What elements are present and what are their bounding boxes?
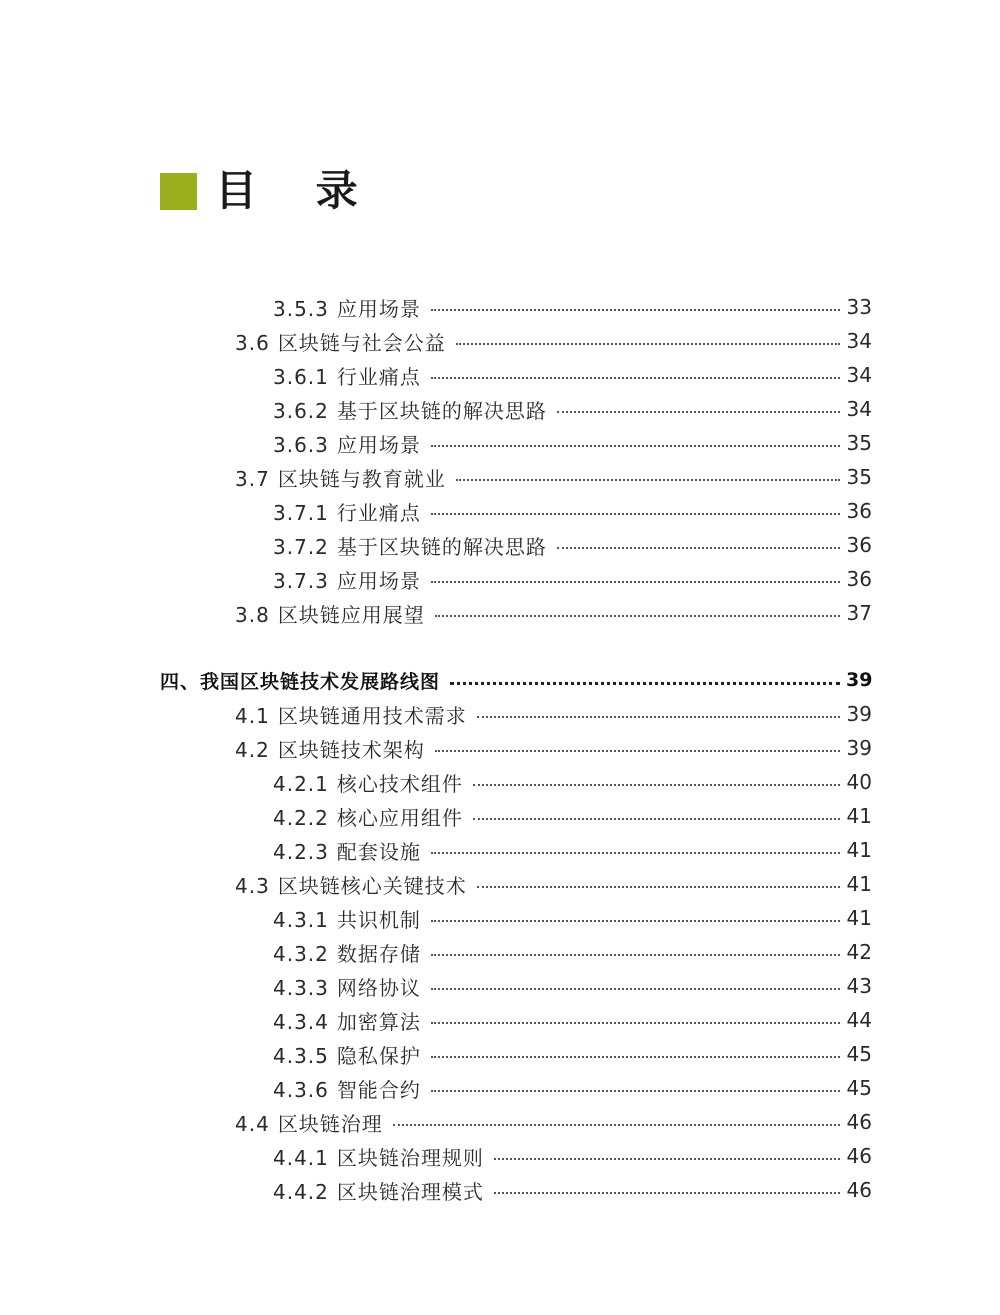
toc-entry-number: 4.2.2 — [273, 805, 329, 830]
dot-leader — [393, 1124, 840, 1126]
toc-page-number: 39 — [846, 702, 872, 726]
toc-entry-number: 3.8 — [235, 602, 270, 627]
toc-entry-label — [235, 734, 425, 763]
toc-entry-number: 4.2 — [235, 737, 270, 762]
toc-entry-title: 应用场景 — [336, 432, 421, 457]
toc-entry-number: 4.3.3 — [273, 975, 329, 1000]
toc-entry[interactable] — [273, 765, 872, 799]
toc-entry[interactable] — [273, 426, 872, 460]
dot-leader — [557, 411, 840, 413]
toc-header — [160, 158, 380, 218]
toc-entry-number: 4.4.2 — [273, 1179, 329, 1204]
toc-entry-title: 智能合约 — [336, 1077, 421, 1102]
toc-page-number: 39 — [846, 669, 873, 691]
dot-leader — [435, 615, 840, 617]
toc-entry[interactable] — [273, 562, 872, 596]
toc-entry-title: 区块链核心关键技术 — [277, 873, 467, 898]
page-title: 目 录 — [215, 166, 380, 215]
dot-leader — [431, 920, 840, 922]
dot-leader — [431, 377, 840, 379]
toc-entry[interactable] — [273, 901, 872, 935]
toc-entry-title: 区块链与社会公益 — [277, 330, 446, 355]
toc-entry-label — [273, 361, 421, 390]
toc-page-number: 34 — [846, 397, 872, 421]
toc-entry-title: 区块链技术架构 — [277, 737, 425, 762]
toc-entry-number: 4.3.1 — [273, 907, 329, 932]
toc-entry[interactable] — [273, 1173, 872, 1207]
toc-page-number: 36 — [846, 567, 872, 591]
toc-entry-title: 共识机制 — [336, 907, 421, 932]
toc-entry-label — [235, 1108, 383, 1137]
toc-entry-title: 区块链与教育就业 — [277, 466, 446, 491]
toc-entry[interactable] — [235, 867, 872, 901]
toc-entry[interactable] — [273, 358, 872, 392]
toc-entry-number: 3.6 — [235, 330, 270, 355]
toc-entry-title: 网络协议 — [336, 975, 421, 1000]
toc-entry-label — [273, 531, 547, 560]
toc-entry-title: 数据存储 — [336, 941, 421, 966]
toc-page-number: 42 — [846, 940, 872, 964]
dot-leader — [431, 954, 840, 956]
dot-leader — [431, 445, 840, 447]
toc-entry-label — [273, 1142, 484, 1171]
dot-leader — [431, 1022, 840, 1024]
toc-entry[interactable] — [273, 1071, 872, 1105]
toc-entry[interactable] — [235, 324, 872, 358]
toc-entry-number: 4.1 — [235, 703, 270, 728]
toc-entry-title: 应用场景 — [336, 296, 421, 321]
toc-page-number: 34 — [846, 329, 872, 353]
toc-entry[interactable] — [235, 697, 872, 731]
toc-entry-label — [273, 972, 421, 1001]
toc-entry-number: 3.5.3 — [273, 296, 329, 321]
toc-entry-label — [273, 565, 421, 594]
dot-leader — [435, 750, 840, 752]
toc-entry-number: 4.2.3 — [273, 839, 329, 864]
dot-leader — [431, 309, 840, 311]
toc-page-number: 45 — [846, 1042, 872, 1066]
toc-entry-number: 3.7.3 — [273, 568, 329, 593]
toc-entry[interactable] — [235, 731, 872, 765]
toc-entry-title: 基于区块链的解决思路 — [336, 534, 547, 559]
toc-entry-label — [273, 395, 547, 424]
toc-entry-label — [273, 1176, 484, 1205]
toc-entry-label — [160, 667, 440, 694]
toc-entry[interactable] — [273, 1037, 872, 1071]
toc-entry-title: 区块链通用技术需求 — [277, 703, 467, 728]
toc-entry-number: 4.3.5 — [273, 1043, 329, 1068]
toc-entry-label — [235, 870, 467, 899]
toc-entry-number: 4.3 — [235, 873, 270, 898]
toc-entry-label — [235, 327, 446, 356]
toc-entry-label — [235, 700, 467, 729]
toc-entry-title: 核心应用组件 — [336, 805, 463, 830]
toc-page-number: 41 — [846, 804, 872, 828]
toc-entry[interactable] — [273, 935, 872, 969]
toc-entry-number: 3.7 — [235, 466, 270, 491]
toc-entry-label — [273, 1006, 421, 1035]
toc-entry[interactable] — [273, 392, 872, 426]
toc-entry[interactable] — [273, 1139, 872, 1173]
toc-page-number: 34 — [846, 363, 872, 387]
toc-entry-label — [273, 836, 421, 865]
toc-entry-number: 4.4.1 — [273, 1145, 329, 1170]
dot-leader — [431, 988, 840, 990]
toc-entry-number: 4.3.2 — [273, 941, 329, 966]
toc-entry-label — [273, 429, 421, 458]
dot-leader — [494, 1192, 840, 1194]
toc-entry-label — [273, 938, 421, 967]
toc-entry-number: 四、 — [160, 670, 201, 693]
dot-leader — [477, 716, 840, 718]
toc-page-number: 43 — [846, 974, 872, 998]
toc-page-number: 33 — [846, 295, 872, 319]
toc-entry-label — [235, 599, 425, 628]
toc-entry-label — [273, 293, 421, 322]
dot-leader — [450, 682, 840, 685]
toc-page-number: 37 — [846, 601, 872, 625]
toc-page-number: 45 — [846, 1076, 872, 1100]
toc-entry-label — [273, 1074, 421, 1103]
toc-entry-number: 3.6.2 — [273, 398, 329, 423]
toc-entry-number: 3.6.3 — [273, 432, 329, 457]
toc-entry-label — [273, 768, 463, 797]
dot-leader — [431, 513, 840, 515]
toc-entry-number: 3.7.2 — [273, 534, 329, 559]
toc-entry-title: 区块链治理 — [277, 1111, 383, 1136]
toc-entry[interactable] — [273, 833, 872, 867]
toc-entry-number: 4.4 — [235, 1111, 270, 1136]
toc-entry[interactable] — [273, 528, 872, 562]
accent-square — [160, 173, 197, 210]
toc-entry-number: 4.2.1 — [273, 771, 329, 796]
toc-entry-title: 配套设施 — [336, 839, 421, 864]
dot-leader — [477, 886, 840, 888]
toc-entry-number: 3.7.1 — [273, 500, 329, 525]
toc-entry[interactable] — [273, 494, 872, 528]
toc-entry-title: 行业痛点 — [336, 364, 421, 389]
toc-page-number: 40 — [846, 770, 872, 794]
toc-entry-title: 应用场景 — [336, 568, 421, 593]
toc-entry-label — [273, 497, 421, 526]
dot-leader — [473, 818, 840, 820]
toc-page-number: 35 — [846, 465, 872, 489]
toc-entry[interactable] — [273, 969, 872, 1003]
toc-chapter-entry[interactable] — [160, 663, 872, 697]
toc-entry[interactable] — [273, 290, 872, 324]
dot-leader — [431, 852, 840, 854]
toc-entry-title: 区块链治理模式 — [336, 1179, 484, 1204]
toc-page-number: 36 — [846, 533, 872, 557]
toc-entry-number: 4.3.4 — [273, 1009, 329, 1034]
toc-entry-number: 4.3.6 — [273, 1077, 329, 1102]
dot-leader — [473, 784, 840, 786]
toc-entry-number: 3.6.1 — [273, 364, 329, 389]
toc-page-number: 41 — [846, 872, 872, 896]
toc-entry[interactable] — [235, 596, 872, 630]
toc-page-number: 46 — [846, 1144, 872, 1168]
dot-leader — [431, 581, 840, 583]
toc-entry-title: 基于区块链的解决思路 — [336, 398, 547, 423]
toc-page-number: 41 — [846, 906, 872, 930]
dot-leader — [494, 1158, 840, 1160]
toc-entry-title: 我国区块链技术发展路线图 — [200, 670, 441, 693]
dot-leader — [431, 1056, 840, 1058]
toc-entry-title: 隐私保护 — [336, 1043, 421, 1068]
toc-entry[interactable] — [235, 1105, 872, 1139]
toc-page-number: 46 — [846, 1178, 872, 1202]
toc-entry-title: 加密算法 — [336, 1009, 421, 1034]
toc-entry-title: 核心技术组件 — [336, 771, 463, 796]
toc-page-number: 36 — [846, 499, 872, 523]
toc-page-number: 41 — [846, 838, 872, 862]
toc-entry[interactable] — [273, 799, 872, 833]
toc-page-number: 44 — [846, 1008, 872, 1032]
toc-entry-title: 区块链应用展望 — [277, 602, 425, 627]
toc-page-number: 35 — [846, 431, 872, 455]
toc-entry-title: 区块链治理规则 — [336, 1145, 484, 1170]
dot-leader — [456, 343, 840, 345]
toc-entry[interactable] — [273, 1003, 872, 1037]
dot-leader — [456, 479, 840, 481]
toc-page-number: 46 — [846, 1110, 872, 1134]
toc-entry-label — [273, 1040, 421, 1069]
toc-entry[interactable] — [235, 460, 872, 494]
dot-leader — [557, 547, 840, 549]
dot-leader — [431, 1090, 840, 1092]
toc-entry-label — [235, 463, 446, 492]
toc-entry-label — [273, 802, 463, 831]
toc-page-number: 39 — [846, 736, 872, 760]
toc-entry-title: 行业痛点 — [336, 500, 421, 525]
toc-entry-label — [273, 904, 421, 933]
